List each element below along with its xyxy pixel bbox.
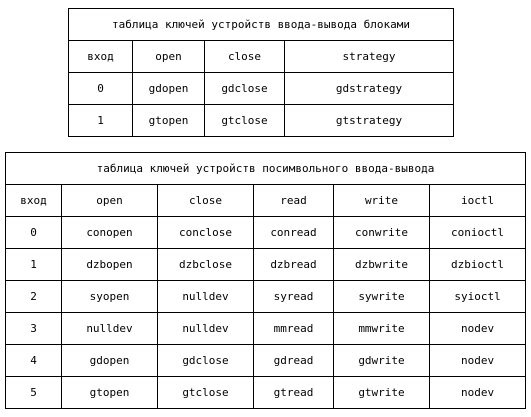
column-header: ioctl	[430, 185, 526, 217]
column-header: вход	[6, 185, 62, 217]
table-cell: nodev	[430, 313, 526, 345]
table-row	[6, 313, 526, 345]
table-row	[6, 217, 526, 249]
table-cell: gtopen	[62, 377, 158, 409]
table-cell: 3	[6, 313, 62, 345]
column-header: вход	[69, 41, 133, 73]
table-cell: gdopen	[133, 73, 205, 105]
table-cell: gtread	[254, 377, 334, 409]
table-cell: gtclose	[205, 105, 285, 137]
table-cell: mmread	[254, 313, 334, 345]
table-cell: conclose	[158, 217, 254, 249]
table-cell: conread	[254, 217, 334, 249]
table-cell: gtopen	[133, 105, 205, 137]
table-cell: nodev	[430, 377, 526, 409]
block-device-switch-table	[68, 8, 454, 137]
table-cell: gtstrategy	[285, 105, 454, 137]
table-cell: gtwrite	[334, 377, 430, 409]
table-cell: gtclose	[158, 377, 254, 409]
table-cell: 0	[69, 73, 133, 105]
table-cell: syread	[254, 281, 334, 313]
table-cell: dzbclose	[158, 249, 254, 281]
table-row	[6, 377, 526, 409]
character-device-switch-table	[5, 152, 526, 409]
table-cell: 0	[6, 217, 62, 249]
table-cell: gdopen	[62, 345, 158, 377]
column-header: open	[62, 185, 158, 217]
table-cell: conioctl	[430, 217, 526, 249]
table-cell: 5	[6, 377, 62, 409]
table-cell: conopen	[62, 217, 158, 249]
column-header: write	[334, 185, 430, 217]
table-cell: mmwrite	[334, 313, 430, 345]
table-row	[69, 73, 454, 105]
table-title: таблица ключей устройств ввода-вывода блоками	[69, 9, 454, 41]
table-cell: conwrite	[334, 217, 430, 249]
table-header-row	[6, 185, 526, 217]
table-row	[69, 105, 454, 137]
table-cell: 2	[6, 281, 62, 313]
table-cell: syioctl	[430, 281, 526, 313]
table-row	[6, 345, 526, 377]
table-cell: nulldev	[158, 313, 254, 345]
table-cell: 4	[6, 345, 62, 377]
table-cell: dzbwrite	[334, 249, 430, 281]
table-cell: gdclose	[205, 73, 285, 105]
table-cell: nulldev	[62, 313, 158, 345]
table-cell: nodev	[430, 345, 526, 377]
table-cell: dzbread	[254, 249, 334, 281]
table-cell: gdstrategy	[285, 73, 454, 105]
table-cell: gdread	[254, 345, 334, 377]
table-cell: gdwrite	[334, 345, 430, 377]
table-cell: 1	[69, 105, 133, 137]
column-header: strategy	[285, 41, 454, 73]
column-header: read	[254, 185, 334, 217]
table-title-row	[6, 153, 526, 185]
table-cell: dzbioctl	[430, 249, 526, 281]
table-row	[6, 281, 526, 313]
table-cell: dzbopen	[62, 249, 158, 281]
column-header: close	[158, 185, 254, 217]
table-cell: 1	[6, 249, 62, 281]
table-cell: gdclose	[158, 345, 254, 377]
table-title: таблица ключей устройств посимвольного ввода-вывода	[6, 153, 526, 185]
column-header: open	[133, 41, 205, 73]
column-header: close	[205, 41, 285, 73]
table-cell: nulldev	[158, 281, 254, 313]
table-row	[6, 249, 526, 281]
table-header-row	[69, 41, 454, 73]
table-title-row	[69, 9, 454, 41]
table-cell: syopen	[62, 281, 158, 313]
table-cell: sywrite	[334, 281, 430, 313]
